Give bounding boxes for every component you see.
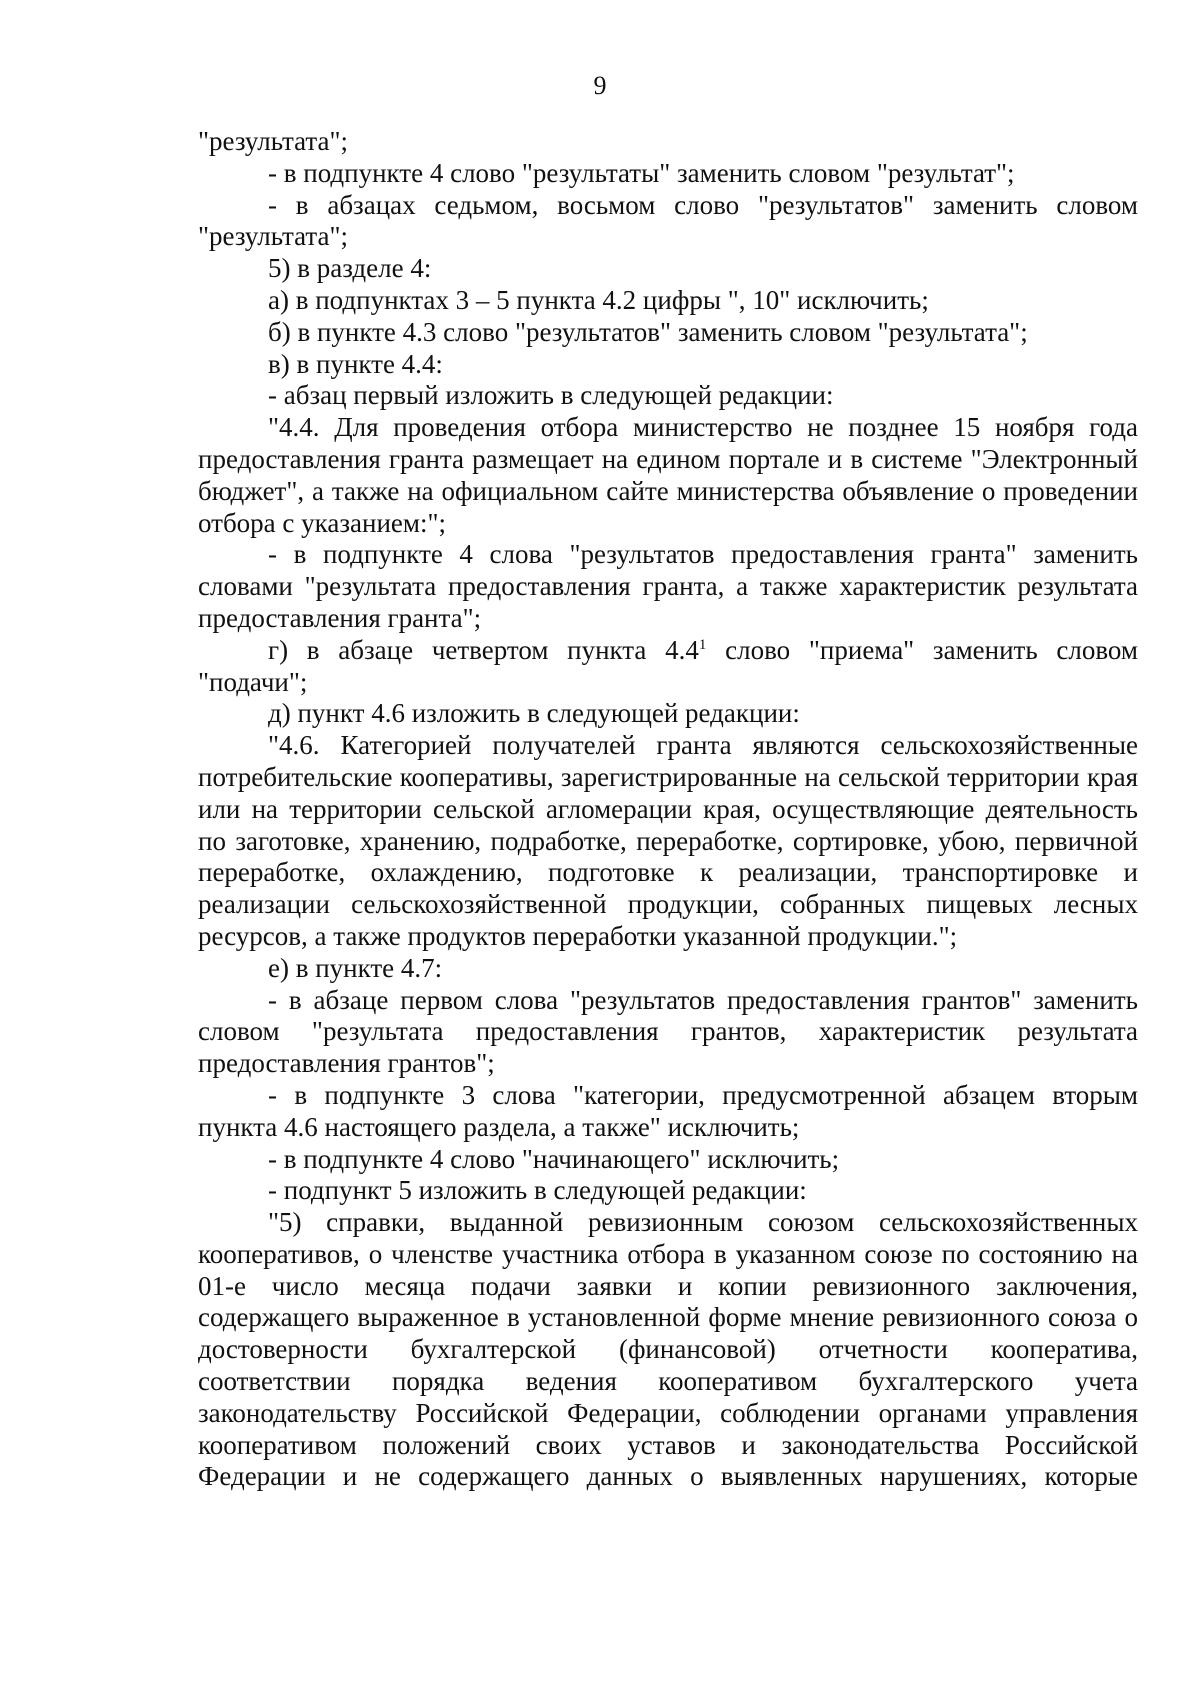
paragraph-subpoint-5-edit: - подпункт 5 изложить в следующей редакции: xyxy=(268,1175,807,1206)
paragraph-item-g-text-end: слово "приема" заменить словом "подачи"; xyxy=(198,634,1138,697)
paragraph-item-b: б) в пункте 4.3 слово "результатов" заменить словом "результата"; xyxy=(268,316,1028,347)
paragraph-subpoint-3-words: - в подпункте 3 слова "категории, предусмотренной абзацем вторым пункта 4.6 настоящего раздела, а также" исключить; xyxy=(198,1079,1138,1142)
paragraph-first-abzats-edit: - абзац первый изложить в следующей редакции: xyxy=(268,380,834,411)
paragraph-item-g-text: г) в абзаце четвертом пункта 4.4 xyxy=(268,634,699,665)
paragraph-quote-5: "5) справки, выданной ревизионным союзом сельскохозяйственных кооперативов, о членстве участника отбора в указанном союзе по состоянию на 01-е число месяца подачи заявки и копии ревизионного заключения, содержащего выраженное в установленной форме мнение ревизионного союза о достоверности бухгалтерской (финансовой) отчетности кооператива, соответствии порядка ведения кооперативом бухгалтерского учета законодательству Российской Федерации, соблюдении органами управления кооперативом положений своих уставов и законодательства Российской Федерации и не содержащего данных о выявленных нарушениях, которые xyxy=(198,1207,1138,1492)
paragraph-quote-4-4: "4.4. Для проведения отбора министерство не позднее 15 ноября года предоставления гранта размещает на едином портале и в системе "Электронный бюджет", а также на официальном сайте министерства объявление о проведении отбора с указанием:"; xyxy=(198,412,1138,538)
paragraph-subpoint-4-word: - в подпункте 4 слово "начинающего" исключить; xyxy=(268,1143,840,1174)
paragraph-item-e: е) в пункте 4.7: xyxy=(268,952,443,983)
paragraph-item-v: в) в пункте 4.4: xyxy=(268,348,443,379)
paragraph-first-abzats-words: - в абзаце первом слова "результатов предоставления грантов" заменить словом "результата предоставления грантов, характеристик результата предоставления грантов"; xyxy=(198,984,1138,1079)
document-body xyxy=(198,126,1138,1493)
paragraph-subpoint-4-words: - в подпункте 4 слова "результатов предоставления гранта" заменить словами "результата предоставления гранта, а также характеристик результата предоставления гранта"; xyxy=(198,539,1138,633)
paragraph-quote-4-6: "4.6. Категорией получателей гранта являются сельскохозяйственные потребительские кооперативы, зарегистрированные на сельской территории края или на территории сельской агломерации края, осуществляющие деятельность по заготовке, хранению, подработке, переработке, сортировке, убою, первичной переработке, охлаждению, подготовке к реализации, транспортировке и реализации сельскохозяйственной продукции, собранных пищевых лесных ресурсов, а также продуктов переработки указанной продукции."; xyxy=(198,730,1138,951)
paragraph-item-d: д) пункт 4.6 изложить в следующей редакции: xyxy=(268,698,800,729)
paragraph-section-4: 5) в разделе 4: xyxy=(268,253,432,284)
paragraph-subpoint-4-change: - в подпункте 4 слово "результаты" заменить словом "результат"; xyxy=(268,157,1015,188)
paragraph-continuation: "результата"; xyxy=(198,126,349,156)
paragraph-item-a: а) в подпунктах 3 – 5 пункта 4.2 цифры ", 10" исключить; xyxy=(268,284,929,315)
page-number: 9 xyxy=(593,71,607,100)
paragraph-item-g xyxy=(198,635,1138,699)
paragraph-abzats-7-8-change: - в абзацах седьмом, восьмом слово "результатов" заменить словом "результата"; xyxy=(198,189,1138,252)
superscript-index: 1 xyxy=(698,636,707,653)
